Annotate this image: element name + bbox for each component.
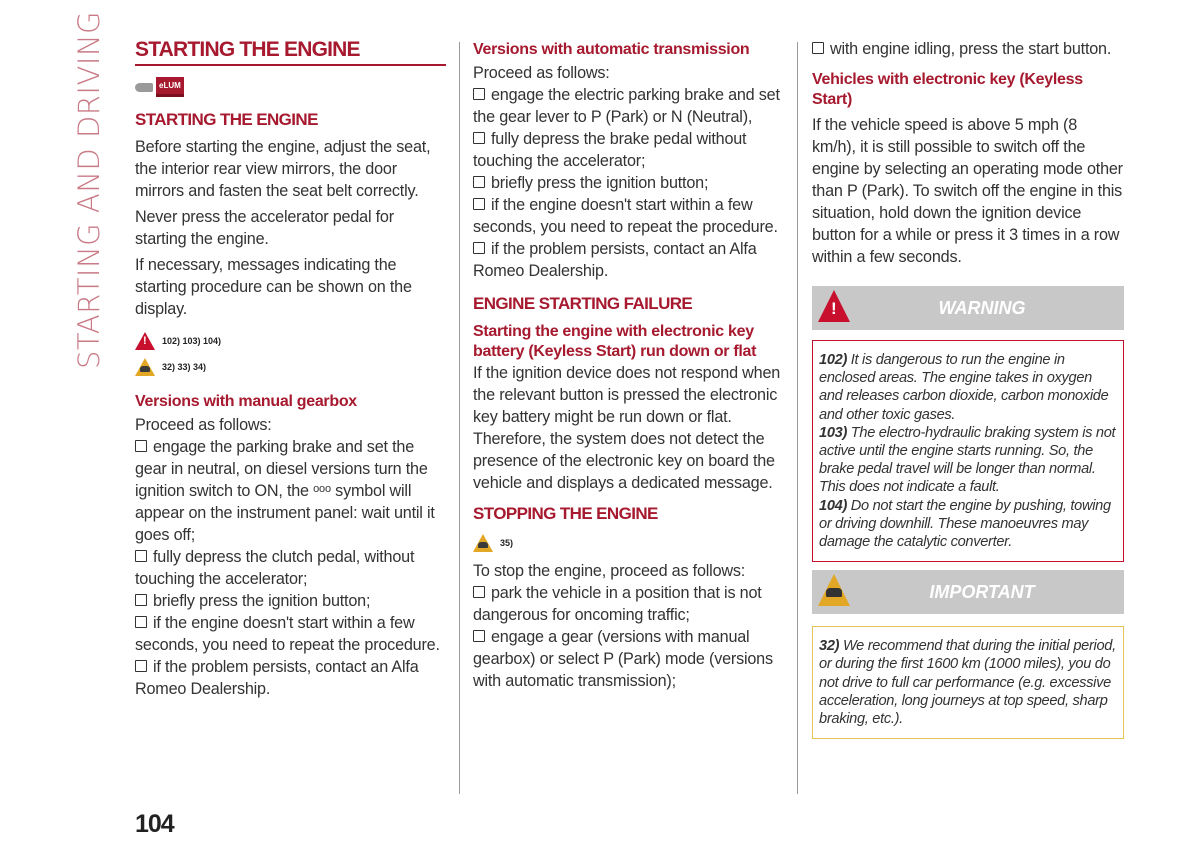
warning-box: [812, 340, 1124, 562]
idle-step: with engine idling, press the start button.: [812, 38, 1124, 60]
important-car-icon: [135, 358, 155, 376]
automatic-step: briefly press the ignition button;: [473, 172, 785, 194]
section-title: STARTING THE ENGINE: [135, 38, 446, 66]
automatic-step: if the problem persists, contact an Alfa Romeo Dealership.: [473, 238, 785, 282]
warning-item: [819, 424, 1117, 497]
subsection-title: STARTING THE ENGINE: [135, 110, 318, 129]
manual-step-text: engage the parking brake and set the gear in neutral, on diesel versions turn the ignition switch to ON, the: [135, 438, 428, 500]
warning-banner-title: WARNING: [938, 297, 1026, 318]
intro-paragraph: If necessary, messages indicating the starting procedure can be shown on the display.: [135, 256, 412, 318]
important-box: [812, 626, 1124, 739]
keyless-paragraph: If the vehicle speed is above 5 mph (8 km/h), it is still possible to switch off the engine by selecting an operating mode other than P (Park). To switch off the engine in this situation, hold down the ignition device button for a while or press it 3 times in a row within a few seconds.: [812, 116, 1123, 266]
automatic-heading: Versions with automatic transmission: [473, 41, 750, 58]
column-3: [812, 38, 1124, 739]
battery-heading: Starting the engine with electronic key battery (Keyless Start) run down or flat: [473, 323, 757, 360]
stop-step: park the vehicle in a position that is not dangerous for oncoming traffic;: [473, 582, 785, 626]
section-side-tab-label: STARTING AND DRIVING: [72, 10, 107, 370]
intro-paragraph: Before starting the engine, adjust the seat, the interior rear view mirrors, the door mirrors and fasten the seat belt correctly.: [135, 138, 431, 200]
stop-important-ref: [473, 530, 785, 556]
important-item-text: We recommend that during the initial period, or during the first 1600 km (1000 miles), you do not drive to full car performance (e.g. excessive acceleration, long journeys at top speed, sharp braking, etc.).: [819, 638, 1116, 728]
automatic-step: fully depress the brake pedal without touching the accelerator;: [473, 128, 785, 172]
warning-banner-icon: [818, 290, 852, 326]
battery-paragraph: If the ignition device does not respond when the relevant button is pressed the electronic key battery might be run down or flat. Therefore, the system does not detect the presence of the electronic key on board the vehicle and displays a dedicated message.: [473, 364, 781, 492]
automatic-step: engage the electric parking brake and set the gear lever to P (Park) or N (Neutral),: [473, 84, 785, 128]
warning-item-number: 103): [819, 424, 848, 441]
important-item: [819, 637, 1117, 728]
section-side-tab: [66, 10, 112, 370]
warning-item: [819, 497, 1117, 552]
important-ref-numbers: 32) 33) 34): [162, 362, 207, 372]
important-ref: [135, 354, 446, 380]
warning-item-text: The electro-hydraulic braking system is not active until the engine starts running. So, the brake pedal travel will be longer than normal. This does not indicate a fault.: [819, 424, 1116, 496]
manual-step: if the engine doesn't start within a few seconds, you need to repeat the procedure.: [135, 612, 446, 656]
manual-step: [135, 436, 446, 546]
elum-indicator: [135, 76, 446, 98]
elum-badge: eLUM: [156, 77, 184, 97]
intro-paragraph: Never press the accelerator pedal for starting the engine.: [135, 208, 394, 248]
warning-banner: [812, 286, 1124, 330]
warning-item: [819, 351, 1117, 424]
column-2: [473, 38, 785, 692]
manual-gearbox-heading: Versions with manual gearbox: [135, 393, 357, 410]
warning-item-text: Do not start the engine by pushing, towing or driving downhill. These manoeuvres may damage the catalytic converter.: [819, 497, 1111, 551]
automatic-step: if the engine doesn't start within a few seconds, you need to repeat the procedure.: [473, 194, 785, 238]
page-number: 104: [135, 810, 174, 838]
important-car-icon: [473, 534, 493, 552]
warning-item-number: 104): [819, 497, 848, 514]
stop-lead: To stop the engine, proceed as follows:: [473, 562, 746, 580]
manual-lead: Proceed as follows:: [135, 416, 272, 434]
important-item-number: 32): [819, 638, 840, 655]
stopping-heading: STOPPING THE ENGINE: [473, 504, 658, 523]
keyless-heading: Vehicles with electronic key (Keyless Start): [812, 71, 1083, 108]
stop-ref-number: 35): [500, 538, 514, 548]
manual-step: if the problem persists, contact an Alfa Romeo Dealership.: [135, 656, 446, 700]
important-banner-icon: [818, 574, 852, 610]
stop-step: engage a gear (versions with manual gearbox) or select P (Park) mode (versions with automatic transmission);: [473, 626, 785, 692]
failure-heading: ENGINE STARTING FAILURE: [473, 294, 693, 313]
important-banner: [812, 570, 1124, 614]
warning-triangle-icon: [135, 332, 155, 350]
warning-ref-numbers: 102) 103) 104): [162, 336, 222, 346]
warning-item-number: 102): [819, 352, 848, 368]
important-banner-title: IMPORTANT: [929, 581, 1035, 602]
column-divider: [797, 42, 798, 794]
column-divider: [459, 42, 460, 794]
column-1: [135, 38, 446, 700]
pointing-hand-icon: [135, 83, 153, 92]
manual-step: fully depress the clutch pedal, without touching the accelerator;: [135, 546, 446, 590]
glow-plug-icon: ᵒᵒᵒ: [313, 482, 331, 500]
warning-ref: [135, 328, 446, 354]
manual-step: briefly press the ignition button;: [135, 590, 446, 612]
manual-step-text: symbol will appear on the instrument panel: wait until it goes off;: [135, 482, 435, 544]
automatic-lead: Proceed as follows:: [473, 64, 610, 82]
warning-item-text: It is dangerous to run the engine in enclosed areas. The engine takes in oxygen and releases carbon dioxide, carbon monoxide and other toxic gases.: [819, 352, 1109, 423]
